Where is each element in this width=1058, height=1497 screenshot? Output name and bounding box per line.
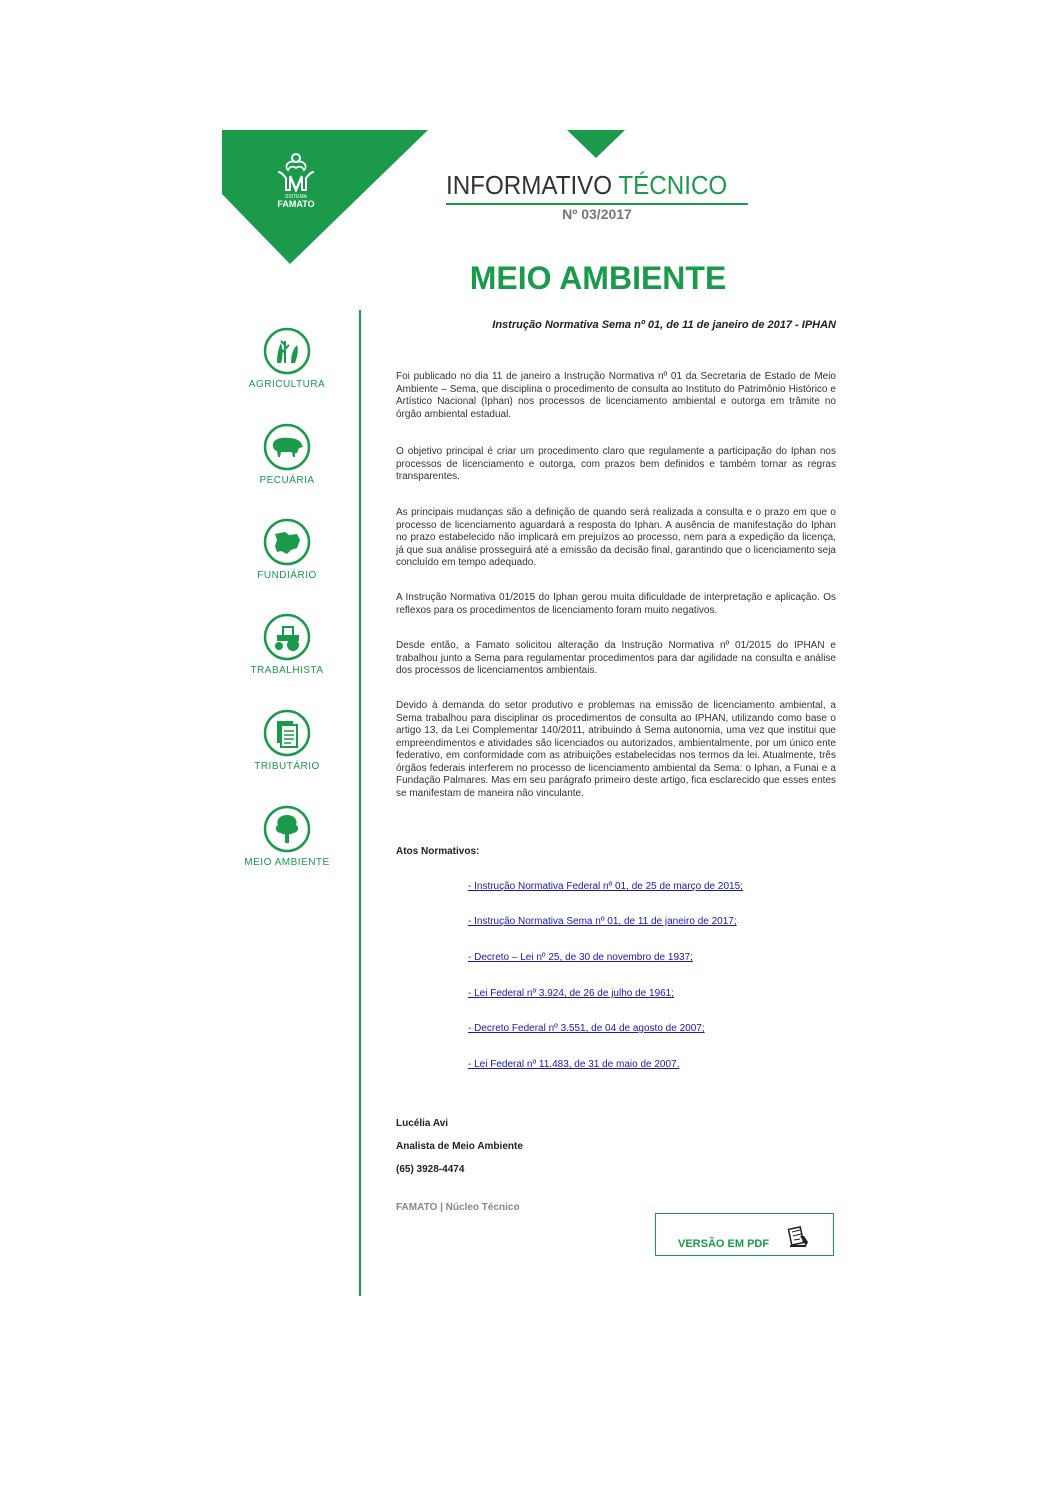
tree-icon [263,805,311,853]
sidebar-item-label: AGRICULTURA [248,379,326,390]
pdf-version-button[interactable] [655,1213,834,1256]
paragraph: Desde então, a Famato solicitou alteração da Instrução Normativa nº 01/2015 do IPHAN e trabalhou junto a Sema para regulamentar procedimentos para dar agilidade na consulta e análise dos processos de licenciamentos ambientais. [396,640,836,676]
masthead-title-part1: INFORMATIVO [446,170,613,200]
link-decreto-3551-2007[interactable]: - Decreto Federal nº 3.551, de 04 de agosto de 2007; [468,1023,705,1034]
masthead-rule [446,203,748,205]
organization-note: FAMATO | Núcleo Técnico [396,1202,520,1213]
link-decreto-lei-25-1937[interactable]: - Decreto – Lei nº 25, de 30 de novembro de 1937; [468,952,693,963]
famato-logo-icon [270,150,322,210]
land-map-icon [263,518,311,566]
masthead [446,170,748,201]
masthead-title [446,170,727,201]
paragraph: Devido à demanda do setor produtivo e problemas na emissão de licenciamento ambiental, a Sema trabalhou para disciplinar os procedimentos de consulta ao IPHAN, utilizando como base o artigo 13, da Lei Complementar 140/2011, atribuindo à Sema autonomia, uma vez que institui que empreendimentos e atividades são licenciados ou autorizados, ambientalmente, por um único ente federativo, em conformidade com as atribuições estabelecidas nos termos da lei. Atualmente, três órgãos federais interferem no processo de licenciamento ambiental da Sema: o Iphan, a Funai e a Fundação Palmares. Mas em seu parágrafo primeiro deste artigo, fica esclarecido que esses entes se manifestam de maneira não vinculante. [396,700,836,799]
section-title: MEIO AMBIENTE [469,260,727,296]
sidebar-item-fundiario[interactable] [240,518,334,581]
link-lei-11483-2007[interactable]: - Lei Federal nº 11.483, de 31 de maio de 2007. [468,1059,680,1070]
header-green-triangle [222,130,428,264]
link-lei-3924-1961[interactable]: - Lei Federal nº 3.924, de 26 de julho de 1961; [468,988,675,999]
pdf-download-icon [786,1222,810,1250]
atos-normativos-heading: Atos Normativos: [396,846,480,857]
paragraph: O objetivo principal é criar um procedimento claro que regulamente a participação do Iphan nos processos de licenciamento e outorga, com prazos bem definidos e também tornar as regras transparentes. [396,446,836,482]
author-name: Lucélia Avi [396,1118,449,1129]
cattle-icon [263,423,311,471]
sidebar-item-meio-ambiente[interactable] [240,805,334,868]
top-green-chevron [567,130,625,158]
masthead-title-part2: TÉCNICO [618,170,728,200]
pdf-button-label: VERSÃO EM PDF [678,1238,770,1250]
svg-text:SISTEMA: SISTEMA [285,194,307,200]
paragraph: A Instrução Normativa 01/2015 do Iphan gerou muita dificuldade de interpretação e aplicação. Os reflexos para os procedimentos de licenciamento foram muito negativos. [396,592,836,616]
sidebar-item-label: MEIO AMBIENTE [244,857,330,868]
sidebar-item-trabalhista[interactable] [240,613,334,676]
paragraph: Foi publicado no dia 11 de janeiro a Instrução Normativa nº 01 da Secretaria de Estado de Meio Ambiente – Sema, que disciplina o procedimento de consulta ao Instituto do Patrimônio Histórico e Artístico Nacional (Iphan) nos processos de licenciamento ambiental e outorga em trâmite no órgão ambiental estadual. [396,371,836,420]
sidebar-item-tributario[interactable] [240,709,334,772]
sidebar-item-pecuaria[interactable] [240,423,334,486]
link-in-sema-01-2017[interactable]: - Instrução Normativa Sema nº 01, de 11 de janeiro de 2017; [468,916,737,927]
document-icon [263,709,311,757]
issue-number: Nº 03/2017 [562,206,632,222]
paragraph: As principais mudanças são a definição de quando será realizada a consulta e o prazo em que o processo de licenciamento aguardará a resposta do Iphan. A ausência de manifestação do Iphan no prazo estabelecido não implicará em prejuízos ao processo, nem para a expedição da licença, já que sua análise prosseguirá até a emissão da decisão final, garantindo que o licenciamento seja concluído em tempo adequado. [396,507,836,568]
author-phone: (65) 3928-4474 [396,1164,465,1175]
tractor-icon [263,613,311,661]
sidebar-item-label: PECUÁRIA [259,475,315,486]
sidebar-item-agricultura[interactable] [240,327,334,390]
author-role: Analista de Meio Ambiente [396,1141,523,1152]
vertical-divider [359,310,361,1296]
link-in-federal-01-2015[interactable]: - Instrução Normativa Federal nº 01, de 25 de março de 2015; [468,881,743,892]
sidebar-item-label: TRABALHISTA [250,665,324,676]
svg-text:FAMATO: FAMATO [277,199,315,209]
sidebar-item-label: TRIBUTÁRIO [254,761,320,772]
agriculture-icon [263,327,311,375]
article-subtitle: Instrução Normativa Sema nº 01, de 11 de janeiro de 2017 - IPHAN [492,319,836,331]
famato-logo [270,150,322,210]
sidebar-item-label: FUNDIÁRIO [257,570,317,581]
